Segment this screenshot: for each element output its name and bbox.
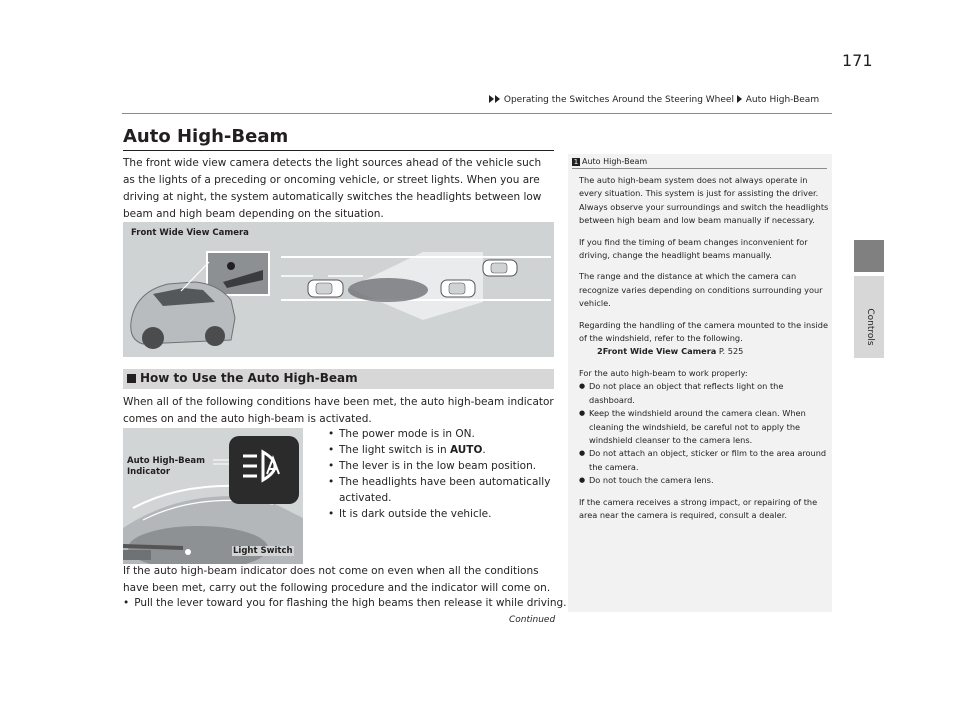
side-tab-label[interactable]: Controls bbox=[865, 308, 875, 346]
sidebar-notes bbox=[579, 174, 829, 530]
note-ref-icon: 1 bbox=[573, 158, 579, 166]
breadcrumb-page[interactable]: Auto High-Beam bbox=[745, 95, 820, 105]
camera-illustration bbox=[123, 222, 554, 357]
arrow-icon bbox=[495, 95, 500, 103]
indicator-illustration bbox=[123, 428, 303, 564]
procedure-item: • Pull the lever toward you for flashing the high beams then release it while driving. bbox=[123, 597, 567, 609]
note-paragraph: The auto high-beam system does not always operate in every situation. This system is just for assisting the driver. Always observe your surroundings and switch the headlights between high beam and low beam manually if necessary. bbox=[579, 175, 829, 226]
page-title: Auto High-Beam bbox=[123, 126, 289, 147]
intro-paragraph: The front wide view camera detects the light sources ahead of the vehicle such as the lights of a preceding or oncoming vehicle, or street lights. When you are driving at night, the system automatically switches the headlights between low beam and high beam depending on the situation. bbox=[123, 157, 542, 220]
light-switch-label: Light Switch bbox=[233, 546, 293, 556]
list-item: • The lever is in the low beam position. bbox=[326, 458, 554, 474]
list-item: ● Do not attach an object, sticker or film to the area around the camera. bbox=[579, 447, 829, 474]
dashboard-svg bbox=[123, 428, 303, 564]
section-heading bbox=[123, 369, 554, 389]
auto-keyword: AUTO bbox=[449, 444, 483, 456]
road-diagram-svg bbox=[123, 222, 554, 357]
section-title: How to Use the Auto High-Beam bbox=[140, 371, 358, 385]
note-paragraph: If the camera receives a strong impact, or repairing of the area near the camera is required, consult a dealer. bbox=[579, 496, 818, 520]
list-item: ● Do not touch the camera lens. bbox=[579, 474, 829, 487]
header-divider bbox=[122, 113, 832, 114]
list-item: ● Keep the windshield around the camera clean. When cleaning the windshield, be careful not to apply the windshield cleanser to the camera lens. bbox=[579, 407, 829, 447]
camera-label: Front Wide View Camera bbox=[131, 228, 249, 238]
sidebar-heading: 1 Auto High-Beam bbox=[573, 157, 648, 166]
list-item: ● Do not place an object that reflects light on the dashboard. bbox=[579, 380, 829, 407]
indicator-label: Auto High-Beam Indicator bbox=[127, 456, 206, 477]
conditions-list bbox=[326, 426, 554, 522]
side-tab-marker bbox=[854, 240, 884, 272]
note-paragraph: If you find the timing of beam changes inconvenient for driving, change the headlight beams manually. bbox=[579, 236, 808, 261]
arrow-icon bbox=[737, 95, 742, 103]
breadcrumb-section[interactable]: Operating the Switches Around the Steering Wheel bbox=[503, 95, 734, 105]
troubleshoot-paragraph: If the auto high-beam indicator does not come on even when all the conditions have been met, carry out the following procedure and the indicator will come on. bbox=[123, 565, 551, 594]
list-item: • The light switch is in AUTO. bbox=[326, 442, 554, 458]
page-number: 171 bbox=[842, 51, 873, 70]
note-paragraph: The range and the distance at which the camera can recognize varies depending on conditions surrounding your vehicle. bbox=[579, 271, 823, 309]
list-item: • The power mode is in ON. bbox=[326, 426, 554, 442]
breadcrumb bbox=[489, 95, 819, 105]
xref-arrow-icon: 2 bbox=[597, 346, 603, 357]
arrow-icon bbox=[489, 95, 494, 103]
sidebar-divider bbox=[572, 168, 827, 169]
cross-reference-link[interactable]: 2Front Wide View Camera P. 525 bbox=[579, 345, 829, 358]
conditions-intro: When all of the following conditions have been met, the auto high-beam indicator comes on and the auto high-beam is activated. bbox=[123, 396, 554, 425]
note-paragraph: Regarding the handling of the camera mounted to the inside of the windshield, refer to the following. bbox=[579, 319, 828, 344]
list-item: • The headlights have been automatically activated. bbox=[326, 474, 554, 506]
continued-note: Continued bbox=[509, 615, 556, 625]
title-divider bbox=[123, 150, 554, 151]
note-paragraph: For the auto high-beam to work properly: bbox=[579, 367, 748, 378]
list-item: • It is dark outside the vehicle. bbox=[326, 506, 554, 522]
section-square-icon bbox=[127, 374, 136, 383]
